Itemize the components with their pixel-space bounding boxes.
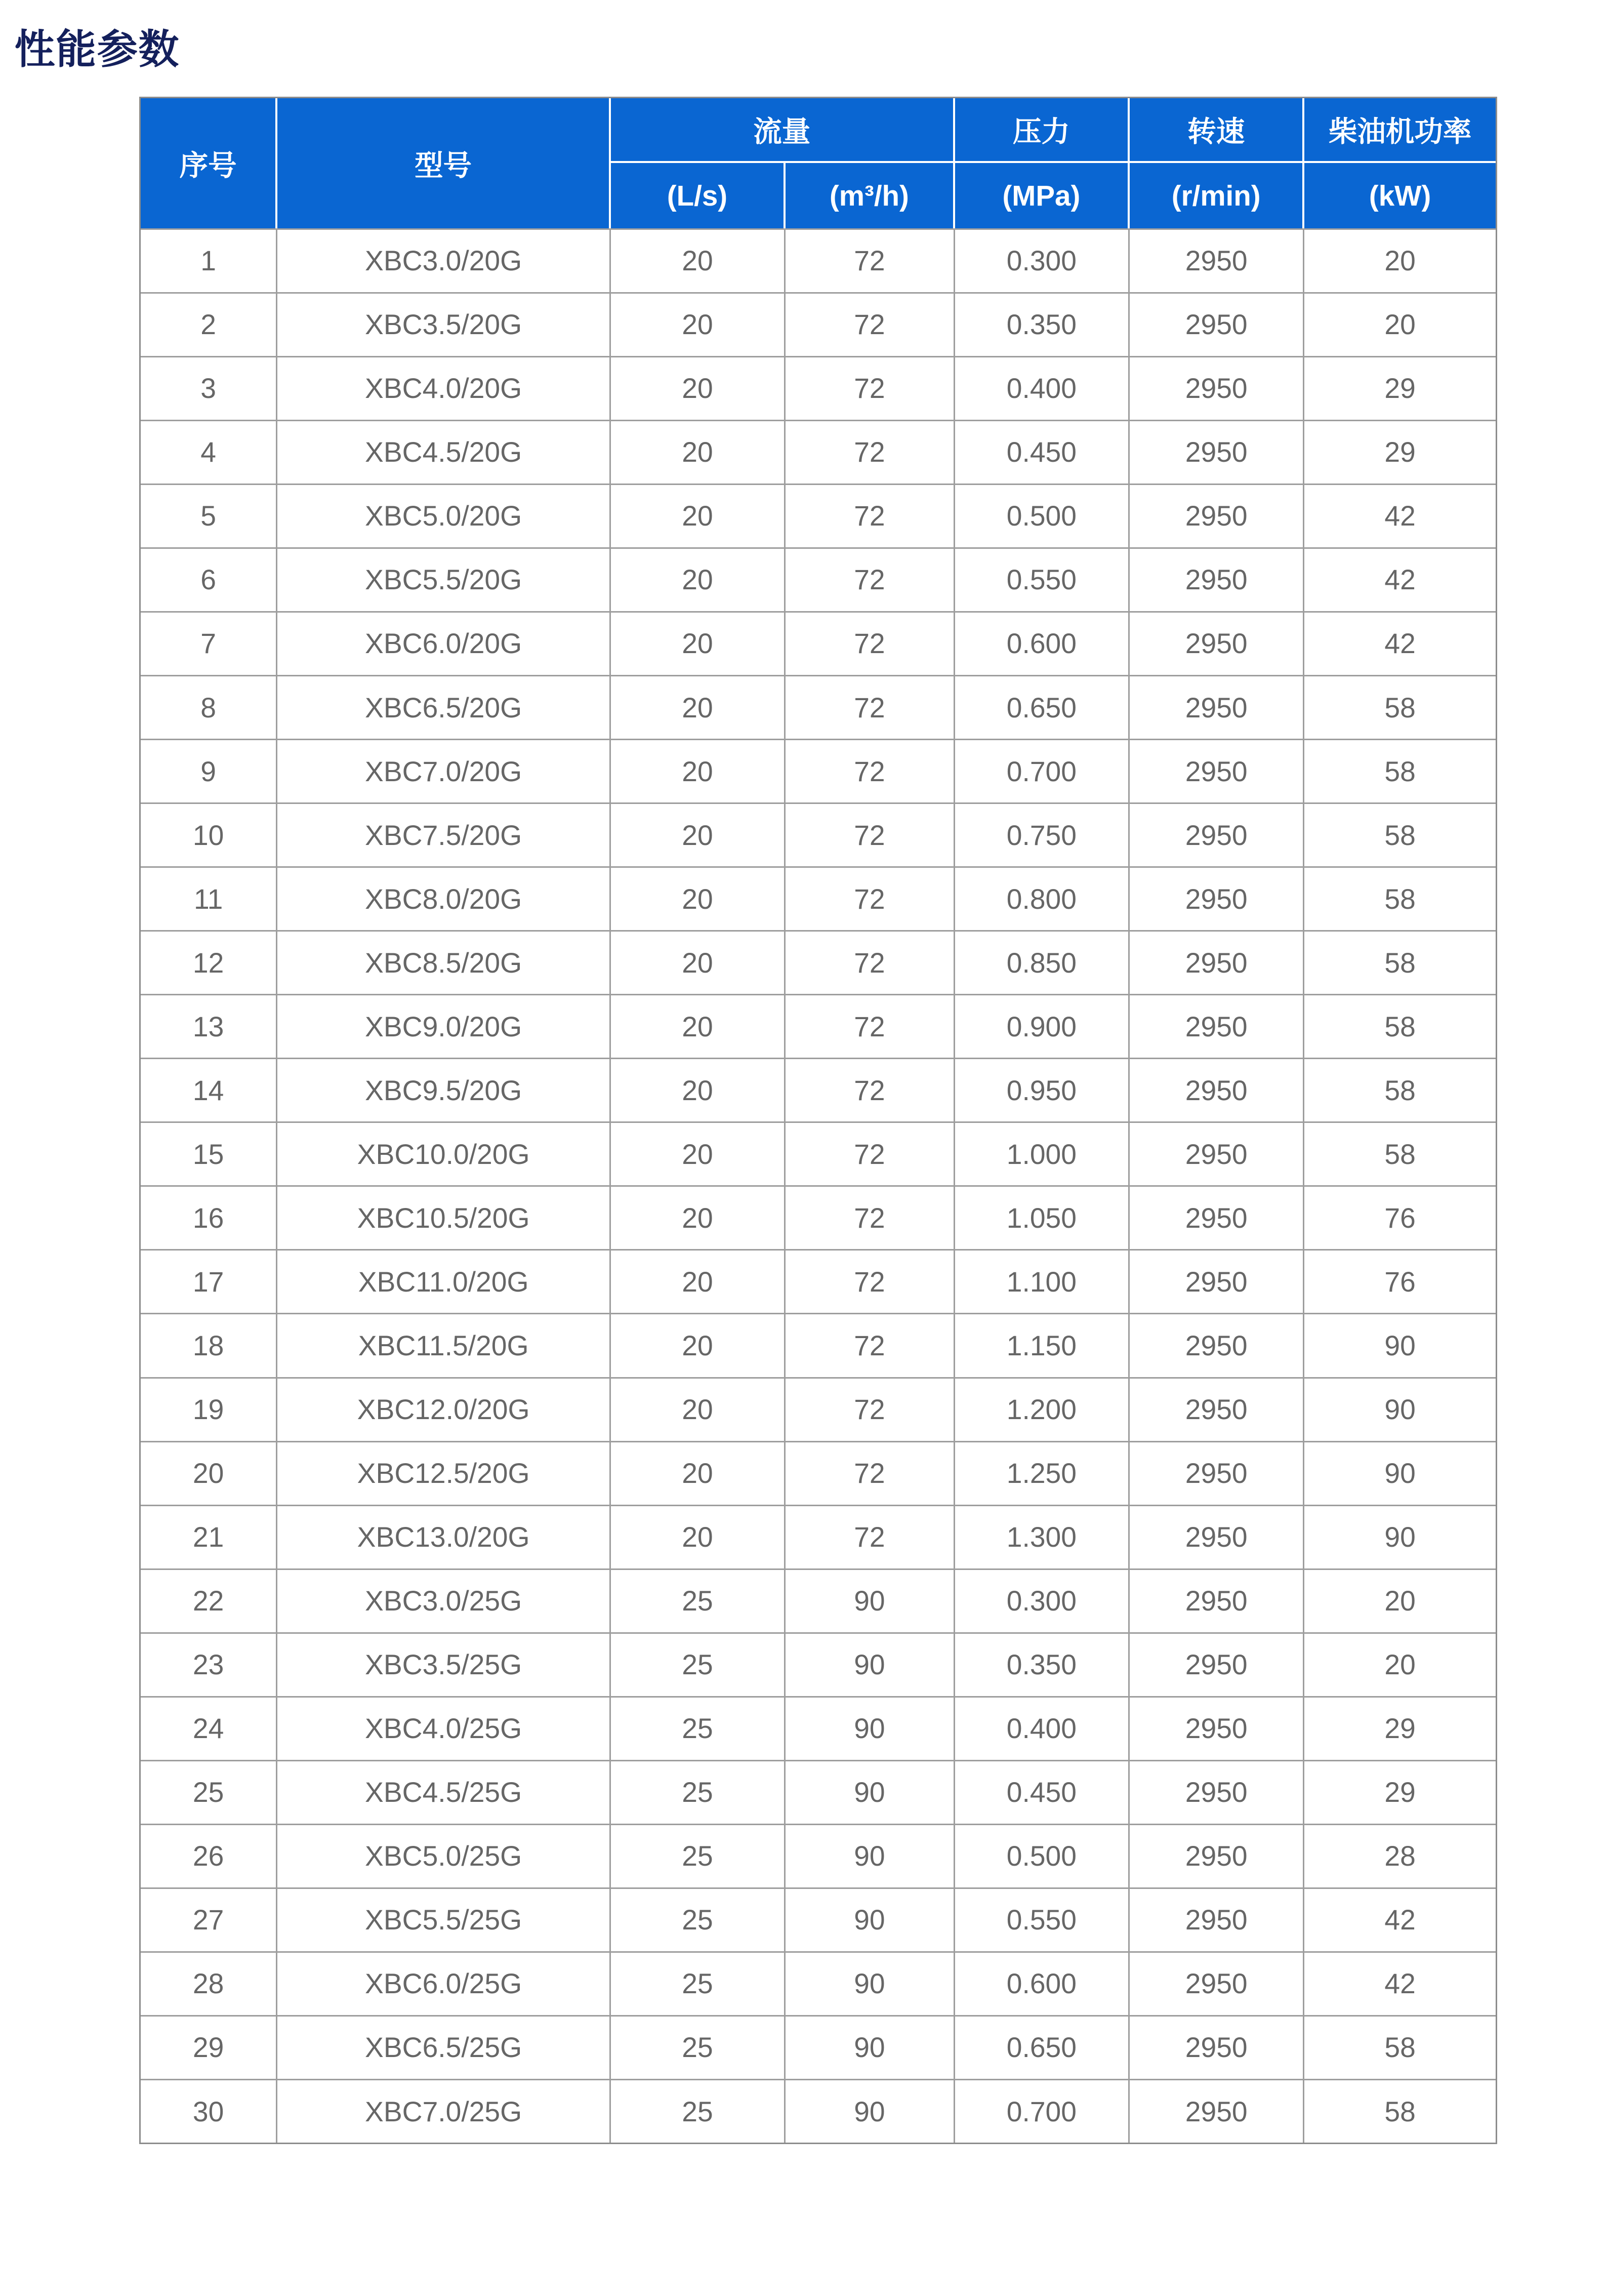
cell-model: XBC7.0/20G <box>277 739 611 802</box>
unit-header-mpa: (MPa) <box>955 163 1130 228</box>
cell-power: 42 <box>1304 611 1495 675</box>
cell-flow-m3h: 72 <box>786 675 955 739</box>
cell-no: 30 <box>141 2079 277 2143</box>
column-header-flow: 流量 <box>611 98 955 164</box>
cell-flow-m3h: 72 <box>786 292 955 356</box>
cell-flow-ls: 20 <box>611 1441 786 1505</box>
cell-speed: 2950 <box>1130 739 1304 802</box>
cell-flow-m3h: 90 <box>786 1568 955 1632</box>
unit-header-kw: (kW) <box>1304 163 1495 228</box>
cell-flow-m3h: 90 <box>786 1824 955 1887</box>
cell-power: 29 <box>1304 420 1495 484</box>
unit-header-ls: (L/s) <box>611 163 786 228</box>
cell-model: XBC3.0/25G <box>277 1568 611 1632</box>
cell-power: 58 <box>1304 675 1495 739</box>
cell-speed: 2950 <box>1130 1951 1304 2015</box>
cell-flow-m3h: 72 <box>786 802 955 866</box>
cell-flow-m3h: 72 <box>786 994 955 1058</box>
cell-flow-ls: 20 <box>611 420 786 484</box>
cell-no: 6 <box>141 547 277 611</box>
cell-model: XBC5.5/25G <box>277 1887 611 1951</box>
cell-model: XBC10.5/20G <box>277 1185 611 1249</box>
table-row <box>141 547 1496 611</box>
header-row-groups <box>141 98 1496 164</box>
cell-flow-ls: 20 <box>611 739 786 802</box>
cell-flow-ls: 20 <box>611 1505 786 1568</box>
cell-pressure: 1.200 <box>955 1377 1130 1441</box>
cell-power: 20 <box>1304 292 1495 356</box>
cell-flow-ls: 20 <box>611 1058 786 1121</box>
cell-no: 16 <box>141 1185 277 1249</box>
cell-flow-ls: 25 <box>611 1696 786 1760</box>
cell-power: 29 <box>1304 1760 1495 1824</box>
cell-pressure: 0.400 <box>955 356 1130 420</box>
cell-pressure: 0.350 <box>955 292 1130 356</box>
cell-speed: 2950 <box>1130 2079 1304 2143</box>
cell-speed: 2950 <box>1130 1185 1304 1249</box>
cell-no: 21 <box>141 1505 277 1568</box>
cell-flow-m3h: 72 <box>786 866 955 930</box>
cell-speed: 2950 <box>1130 1824 1304 1887</box>
cell-model: XBC8.0/20G <box>277 866 611 930</box>
cell-pressure: 1.100 <box>955 1249 1130 1313</box>
table-row <box>141 611 1496 675</box>
cell-speed: 2950 <box>1130 547 1304 611</box>
table-row <box>141 1185 1496 1249</box>
cell-speed: 2950 <box>1130 1313 1304 1377</box>
cell-no: 15 <box>141 1121 277 1185</box>
table-row <box>141 994 1496 1058</box>
cell-speed: 2950 <box>1130 675 1304 739</box>
unit-header-m3h: (m³/h) <box>786 163 955 228</box>
cell-flow-ls: 20 <box>611 802 786 866</box>
column-header-speed: 转速 <box>1130 98 1304 164</box>
cell-no: 3 <box>141 356 277 420</box>
cell-flow-m3h: 72 <box>786 611 955 675</box>
cell-flow-ls: 20 <box>611 356 786 420</box>
cell-flow-m3h: 72 <box>786 1249 955 1313</box>
cell-power: 20 <box>1304 1632 1495 1696</box>
cell-model: XBC13.0/20G <box>277 1505 611 1568</box>
cell-pressure: 1.000 <box>955 1121 1130 1185</box>
cell-power: 42 <box>1304 484 1495 547</box>
cell-power: 29 <box>1304 1696 1495 1760</box>
cell-flow-ls: 25 <box>611 2079 786 2143</box>
table-row <box>141 228 1496 292</box>
cell-power: 58 <box>1304 1121 1495 1185</box>
table-row <box>141 1377 1496 1441</box>
cell-flow-ls: 20 <box>611 484 786 547</box>
cell-no: 1 <box>141 228 277 292</box>
cell-flow-ls: 25 <box>611 1632 786 1696</box>
cell-flow-m3h: 72 <box>786 547 955 611</box>
cell-speed: 2950 <box>1130 356 1304 420</box>
cell-flow-ls: 25 <box>611 1824 786 1887</box>
cell-model: XBC4.0/25G <box>277 1696 611 1760</box>
cell-flow-m3h: 72 <box>786 1185 955 1249</box>
cell-pressure: 1.050 <box>955 1185 1130 1249</box>
cell-speed: 2950 <box>1130 420 1304 484</box>
cell-no: 17 <box>141 1249 277 1313</box>
cell-power: 58 <box>1304 930 1495 994</box>
cell-pressure: 0.950 <box>955 1058 1130 1121</box>
cell-model: XBC5.0/20G <box>277 484 611 547</box>
cell-model: XBC11.0/20G <box>277 1249 611 1313</box>
table-row <box>141 1696 1496 1760</box>
cell-pressure: 0.600 <box>955 1951 1130 2015</box>
cell-power: 20 <box>1304 1568 1495 1632</box>
column-header-model: 型号 <box>277 98 611 228</box>
cell-pressure: 0.550 <box>955 1887 1130 1951</box>
cell-no: 13 <box>141 994 277 1058</box>
cell-model: XBC8.5/20G <box>277 930 611 994</box>
cell-flow-m3h: 90 <box>786 1951 955 2015</box>
cell-model: XBC5.5/20G <box>277 547 611 611</box>
cell-model: XBC10.0/20G <box>277 1121 611 1185</box>
cell-flow-m3h: 72 <box>786 420 955 484</box>
performance-spec-table <box>139 97 1497 2145</box>
cell-power: 76 <box>1304 1249 1495 1313</box>
cell-speed: 2950 <box>1130 1632 1304 1696</box>
cell-pressure: 0.700 <box>955 2079 1130 2143</box>
table-row <box>141 1058 1496 1121</box>
cell-speed: 2950 <box>1130 2015 1304 2079</box>
cell-speed: 2950 <box>1130 1441 1304 1505</box>
cell-power: 76 <box>1304 1185 1495 1249</box>
cell-model: XBC9.5/20G <box>277 1058 611 1121</box>
cell-power: 90 <box>1304 1377 1495 1441</box>
cell-model: XBC11.5/20G <box>277 1313 611 1377</box>
cell-power: 28 <box>1304 1824 1495 1887</box>
cell-model: XBC3.0/20G <box>277 228 611 292</box>
cell-flow-m3h: 72 <box>786 739 955 802</box>
table-body <box>141 228 1496 2143</box>
cell-model: XBC3.5/20G <box>277 292 611 356</box>
cell-no: 5 <box>141 484 277 547</box>
cell-no: 12 <box>141 930 277 994</box>
cell-flow-m3h: 72 <box>786 1313 955 1377</box>
cell-pressure: 0.600 <box>955 611 1130 675</box>
cell-power: 90 <box>1304 1441 1495 1505</box>
cell-no: 18 <box>141 1313 277 1377</box>
cell-pressure: 0.800 <box>955 866 1130 930</box>
cell-speed: 2950 <box>1130 1058 1304 1121</box>
cell-no: 10 <box>141 802 277 866</box>
cell-no: 9 <box>141 739 277 802</box>
cell-flow-m3h: 72 <box>786 1121 955 1185</box>
table-row <box>141 802 1496 866</box>
table-row <box>141 484 1496 547</box>
cell-model: XBC4.0/20G <box>277 356 611 420</box>
cell-flow-ls: 20 <box>611 611 786 675</box>
cell-speed: 2950 <box>1130 1249 1304 1313</box>
cell-flow-m3h: 90 <box>786 1760 955 1824</box>
cell-no: 14 <box>141 1058 277 1121</box>
cell-power: 42 <box>1304 1951 1495 2015</box>
cell-no: 27 <box>141 1887 277 1951</box>
cell-flow-m3h: 72 <box>786 356 955 420</box>
table-row <box>141 1249 1496 1313</box>
cell-power: 29 <box>1304 356 1495 420</box>
table-row <box>141 1824 1496 1887</box>
cell-power: 20 <box>1304 228 1495 292</box>
cell-power: 42 <box>1304 1887 1495 1951</box>
cell-model: XBC4.5/20G <box>277 420 611 484</box>
cell-flow-m3h: 72 <box>786 1058 955 1121</box>
cell-speed: 2950 <box>1130 930 1304 994</box>
cell-flow-m3h: 90 <box>786 1696 955 1760</box>
cell-model: XBC6.0/20G <box>277 611 611 675</box>
cell-no: 23 <box>141 1632 277 1696</box>
cell-power: 58 <box>1304 2079 1495 2143</box>
table-row <box>141 1760 1496 1824</box>
cell-flow-m3h: 90 <box>786 2079 955 2143</box>
column-header-no: 序号 <box>141 98 277 228</box>
cell-power: 58 <box>1304 2015 1495 2079</box>
cell-pressure: 0.300 <box>955 228 1130 292</box>
cell-pressure: 0.550 <box>955 547 1130 611</box>
cell-flow-ls: 20 <box>611 675 786 739</box>
cell-flow-ls: 20 <box>611 1185 786 1249</box>
cell-pressure: 0.400 <box>955 1696 1130 1760</box>
cell-no: 20 <box>141 1441 277 1505</box>
cell-flow-ls: 25 <box>611 1760 786 1824</box>
cell-speed: 2950 <box>1130 611 1304 675</box>
cell-pressure: 0.450 <box>955 1760 1130 1824</box>
cell-power: 90 <box>1304 1505 1495 1568</box>
table-row <box>141 2015 1496 2079</box>
cell-speed: 2950 <box>1130 484 1304 547</box>
table-row <box>141 1568 1496 1632</box>
cell-flow-m3h: 90 <box>786 1887 955 1951</box>
table-row <box>141 739 1496 802</box>
cell-speed: 2950 <box>1130 1505 1304 1568</box>
cell-model: XBC6.5/25G <box>277 2015 611 2079</box>
cell-pressure: 0.650 <box>955 2015 1130 2079</box>
table-row <box>141 356 1496 420</box>
cell-model: XBC9.0/20G <box>277 994 611 1058</box>
cell-flow-m3h: 72 <box>786 484 955 547</box>
cell-flow-m3h: 90 <box>786 1632 955 1696</box>
cell-pressure: 0.700 <box>955 739 1130 802</box>
cell-flow-ls: 20 <box>611 930 786 994</box>
cell-speed: 2950 <box>1130 866 1304 930</box>
cell-speed: 2950 <box>1130 1377 1304 1441</box>
table-row <box>141 1887 1496 1951</box>
cell-speed: 2950 <box>1130 292 1304 356</box>
cell-no: 22 <box>141 1568 277 1632</box>
cell-pressure: 0.450 <box>955 420 1130 484</box>
cell-flow-m3h: 72 <box>786 1441 955 1505</box>
table-row <box>141 866 1496 930</box>
cell-flow-ls: 20 <box>611 1249 786 1313</box>
table-row <box>141 292 1496 356</box>
page-title: 性能参数 <box>14 26 180 72</box>
cell-model: XBC12.5/20G <box>277 1441 611 1505</box>
cell-speed: 2950 <box>1130 1568 1304 1632</box>
cell-flow-ls: 20 <box>611 1313 786 1377</box>
cell-flow-ls: 20 <box>611 866 786 930</box>
cell-power: 58 <box>1304 994 1495 1058</box>
cell-speed: 2950 <box>1130 994 1304 1058</box>
cell-speed: 2950 <box>1130 228 1304 292</box>
cell-power: 58 <box>1304 866 1495 930</box>
cell-model: XBC7.0/25G <box>277 2079 611 2143</box>
cell-flow-m3h: 72 <box>786 930 955 994</box>
cell-flow-ls: 25 <box>611 1951 786 2015</box>
cell-flow-m3h: 90 <box>786 2015 955 2079</box>
cell-model: XBC5.0/25G <box>277 1824 611 1887</box>
cell-model: XBC12.0/20G <box>277 1377 611 1441</box>
cell-flow-m3h: 72 <box>786 1377 955 1441</box>
cell-pressure: 0.500 <box>955 1824 1130 1887</box>
cell-power: 58 <box>1304 802 1495 866</box>
table-row <box>141 675 1496 739</box>
cell-pressure: 1.250 <box>955 1441 1130 1505</box>
cell-flow-m3h: 72 <box>786 1505 955 1568</box>
cell-flow-ls: 25 <box>611 1568 786 1632</box>
cell-pressure: 1.150 <box>955 1313 1130 1377</box>
cell-no: 2 <box>141 292 277 356</box>
cell-flow-ls: 20 <box>611 994 786 1058</box>
table-row <box>141 930 1496 994</box>
cell-pressure: 1.300 <box>955 1505 1130 1568</box>
cell-flow-ls: 20 <box>611 1121 786 1185</box>
cell-pressure: 0.900 <box>955 994 1130 1058</box>
cell-flow-ls: 20 <box>611 547 786 611</box>
cell-speed: 2950 <box>1130 1696 1304 1760</box>
cell-pressure: 0.350 <box>955 1632 1130 1696</box>
cell-no: 25 <box>141 1760 277 1824</box>
cell-power: 90 <box>1304 1313 1495 1377</box>
cell-no: 8 <box>141 675 277 739</box>
cell-power: 58 <box>1304 1058 1495 1121</box>
cell-no: 26 <box>141 1824 277 1887</box>
table-row <box>141 1632 1496 1696</box>
table-row <box>141 1505 1496 1568</box>
cell-speed: 2950 <box>1130 1121 1304 1185</box>
table-row <box>141 1313 1496 1377</box>
cell-speed: 2950 <box>1130 1887 1304 1951</box>
cell-pressure: 0.300 <box>955 1568 1130 1632</box>
cell-no: 11 <box>141 866 277 930</box>
unit-header-rmin: (r/min) <box>1130 163 1304 228</box>
table-row <box>141 1121 1496 1185</box>
table-row <box>141 420 1496 484</box>
cell-power: 58 <box>1304 739 1495 802</box>
cell-model: XBC7.5/20G <box>277 802 611 866</box>
cell-flow-ls: 20 <box>611 292 786 356</box>
column-header-power: 柴油机功率 <box>1304 98 1495 164</box>
cell-model: XBC6.0/25G <box>277 1951 611 2015</box>
cell-pressure: 0.500 <box>955 484 1130 547</box>
cell-flow-ls: 20 <box>611 1377 786 1441</box>
cell-speed: 2950 <box>1130 802 1304 866</box>
cell-no: 7 <box>141 611 277 675</box>
cell-model: XBC6.5/20G <box>277 675 611 739</box>
table-header <box>141 98 1496 228</box>
cell-flow-ls: 20 <box>611 228 786 292</box>
cell-power: 42 <box>1304 547 1495 611</box>
cell-speed: 2950 <box>1130 1760 1304 1824</box>
table-row <box>141 1441 1496 1505</box>
cell-pressure: 0.750 <box>955 802 1130 866</box>
cell-no: 4 <box>141 420 277 484</box>
cell-flow-ls: 25 <box>611 1887 786 1951</box>
table-row <box>141 1951 1496 2015</box>
cell-pressure: 0.650 <box>955 675 1130 739</box>
cell-no: 29 <box>141 2015 277 2079</box>
cell-flow-ls: 25 <box>611 2015 786 2079</box>
column-header-pressure: 压力 <box>955 98 1130 164</box>
cell-no: 24 <box>141 1696 277 1760</box>
cell-model: XBC4.5/25G <box>277 1760 611 1824</box>
cell-no: 19 <box>141 1377 277 1441</box>
cell-model: XBC3.5/25G <box>277 1632 611 1696</box>
cell-flow-m3h: 72 <box>786 228 955 292</box>
cell-no: 28 <box>141 1951 277 2015</box>
table-row <box>141 2079 1496 2143</box>
cell-pressure: 0.850 <box>955 930 1130 994</box>
